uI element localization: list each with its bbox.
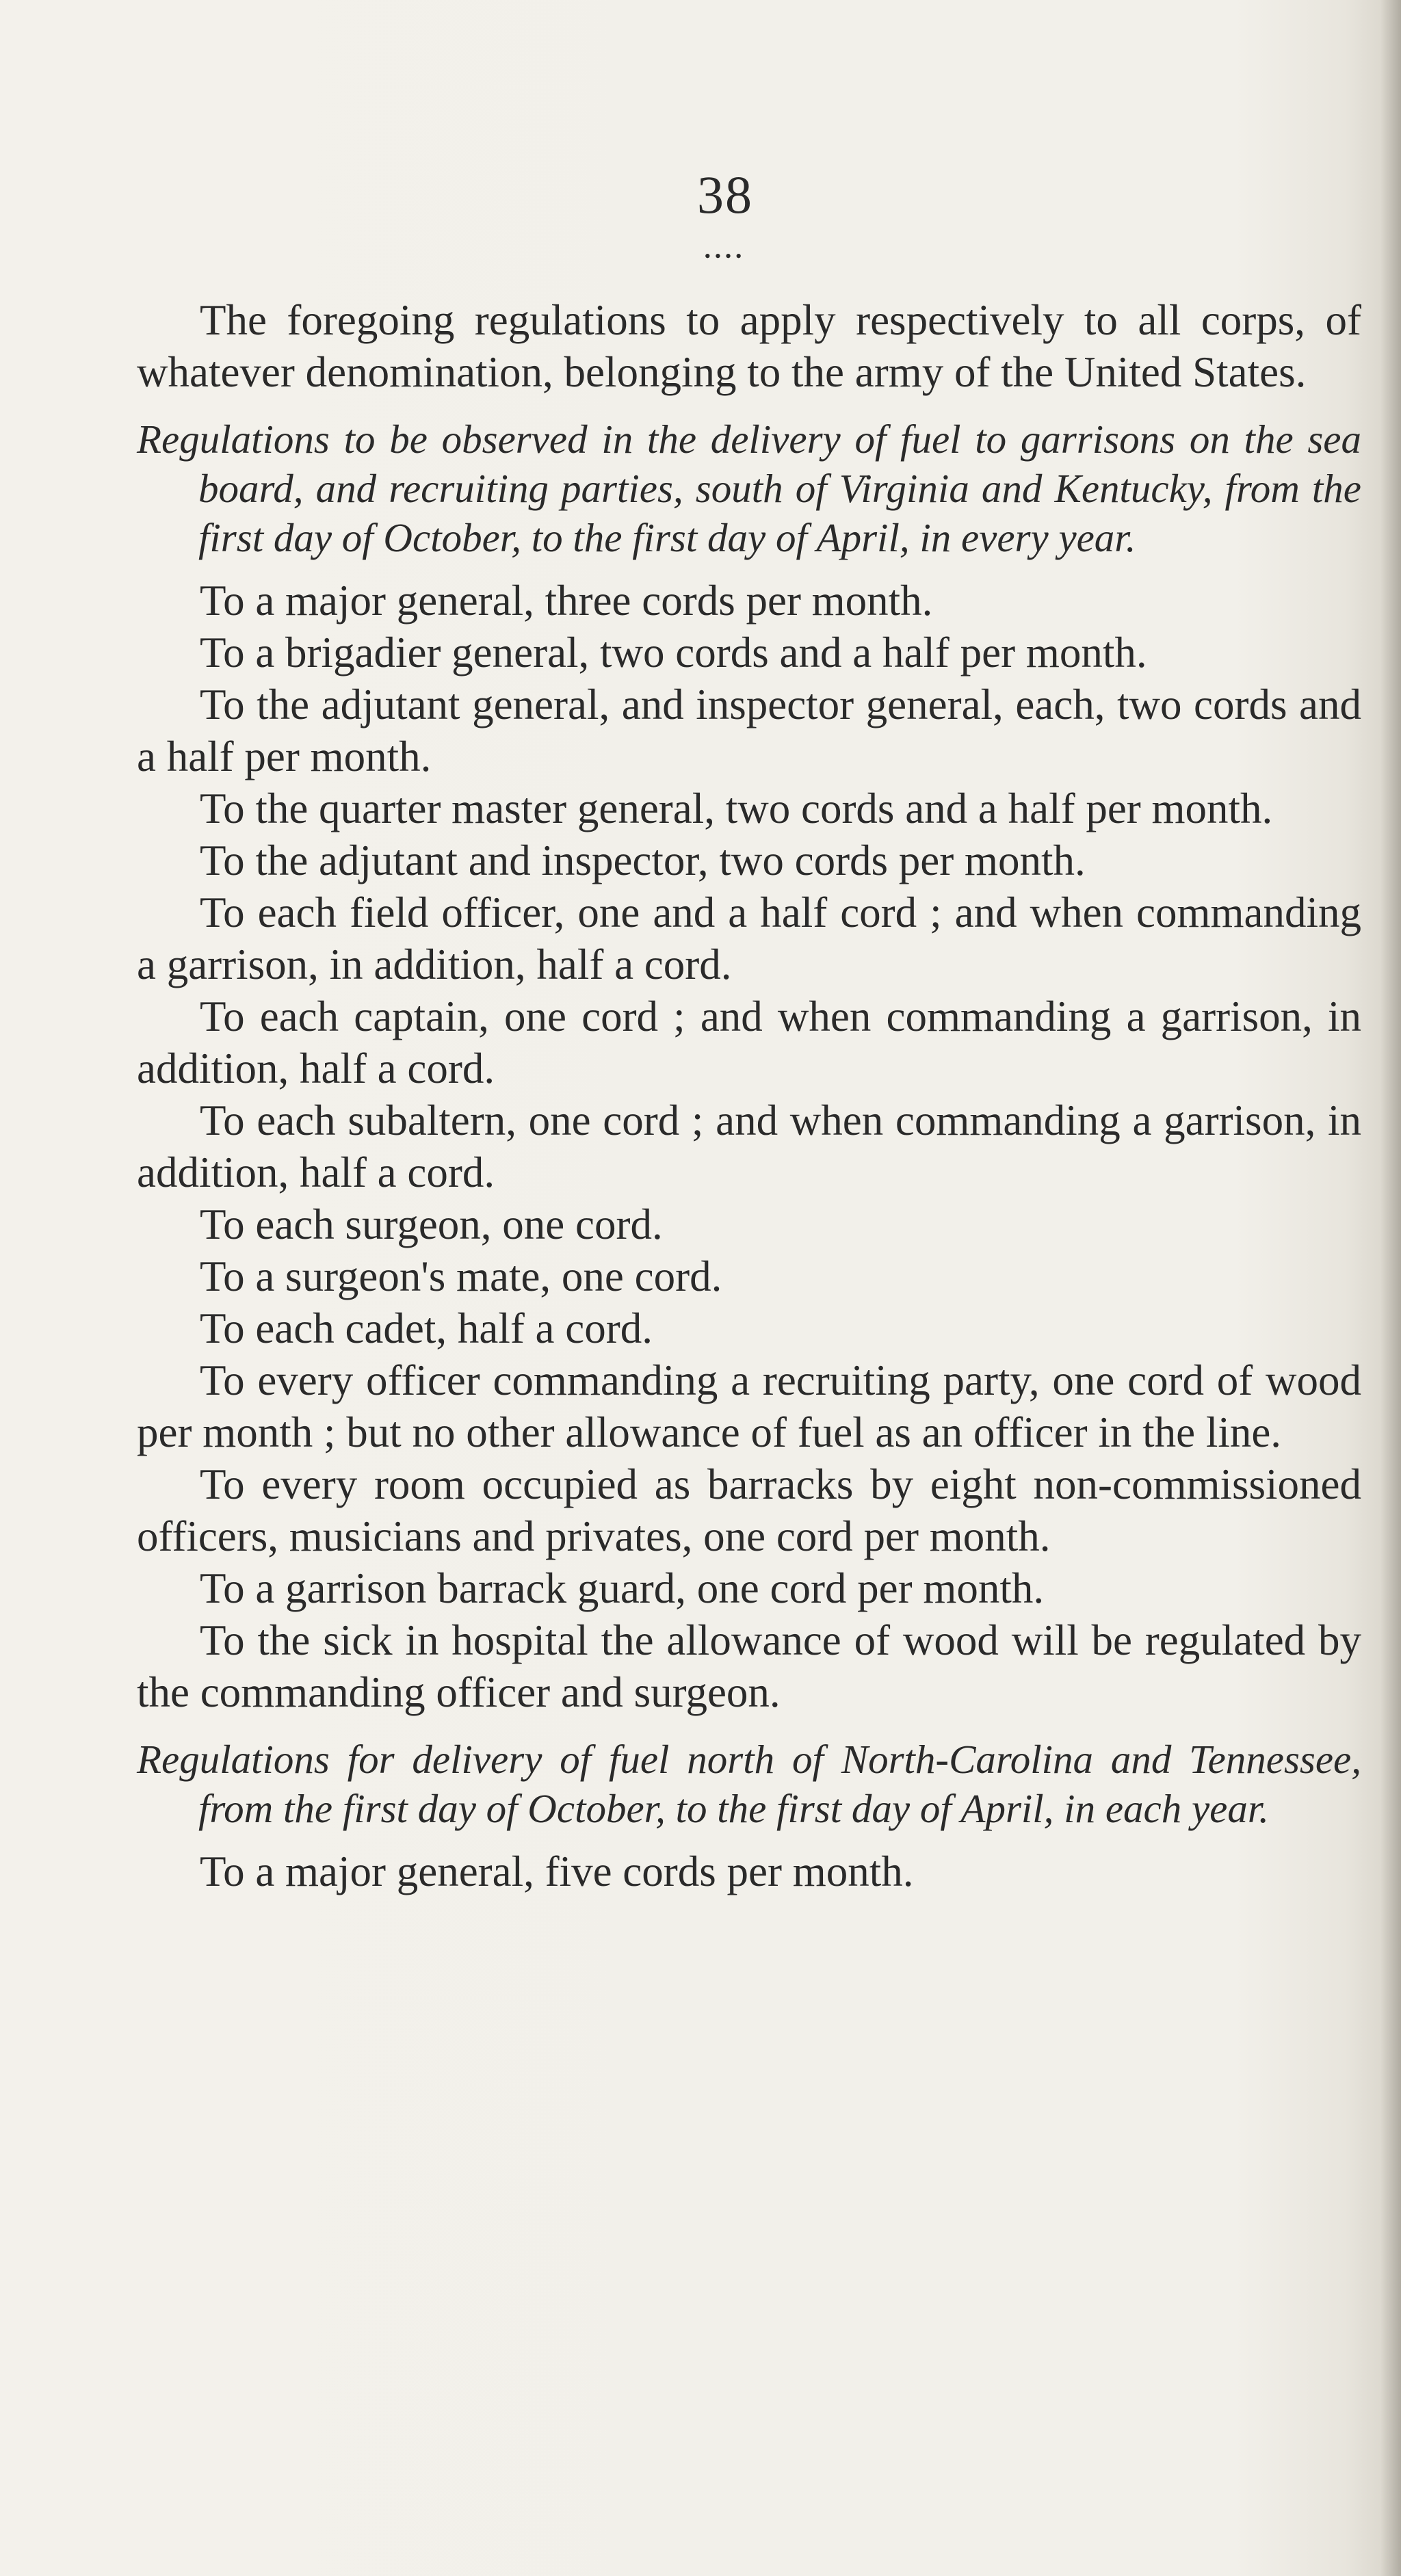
allowance-item: To a major general, five cords per month. xyxy=(200,1848,914,1895)
allowance-item: To a surgeon's mate, one cord. xyxy=(200,1252,722,1300)
allowance-item: To each surgeon, one cord. xyxy=(200,1200,663,1248)
allowance-item: To each field officer, one and a half cord ; and when commanding a garrison, in addition, half a cord. xyxy=(137,889,1361,988)
allowance-item: To every room occupied as barracks by eight non-commissioned officers, musicians and privates, one cord per month. xyxy=(137,1460,1361,1560)
intro-paragraph: The foregoing regulations to apply respectively to all corps, of whatever denomination, belonging to the army of the United States. xyxy=(137,296,1361,396)
page-number: 38 xyxy=(697,165,753,224)
allowance-item: To each subaltern, one cord ; and when commanding a garrison, in addition, half a cord. xyxy=(137,1096,1361,1196)
page-edge-shadow xyxy=(1380,0,1401,2576)
allowance-item: To the sick in hospital the allowance of wood will be regulated by the commanding officer and surgeon. xyxy=(137,1616,1361,1716)
section-heading-south: Regulations to be observed in the delivery of fuel to garrisons on the sea board, and recruiting parties, south of Virginia and Kentucky, from the first day of October, to the first day of April, in every year. xyxy=(137,417,1361,560)
allowance-item: To a brigadier general, two cords and a half per month. xyxy=(200,629,1147,676)
allowance-item: To every officer commanding a recruiting party, one cord of wood per month ; but no other allowance of fuel as an officer in the line. xyxy=(137,1356,1361,1456)
allowance-item: To the adjutant general, and inspector general, each, two cords and a half per month. xyxy=(137,681,1361,780)
allowance-item: To a major general, three cords per month. xyxy=(200,577,933,625)
page-body xyxy=(137,294,1361,1897)
allowance-item: To the quarter master general, two cords and a half per month. xyxy=(200,785,1273,832)
allowance-item: To the adjutant and inspector, two cords per month. xyxy=(200,837,1086,884)
section-heading-north: Regulations for delivery of fuel north of North-Carolina and Tennessee, from the first day of October, to the first day of April, in each year. xyxy=(137,1737,1361,1831)
ornament-dots: •••• xyxy=(704,246,746,266)
allowance-item: To each cadet, half a cord. xyxy=(200,1304,653,1352)
allowance-item: To each captain, one cord ; and when commanding a garrison, in addition, half a cord. xyxy=(137,993,1361,1092)
allowance-item: To a garrison barrack guard, one cord per month. xyxy=(200,1564,1045,1612)
